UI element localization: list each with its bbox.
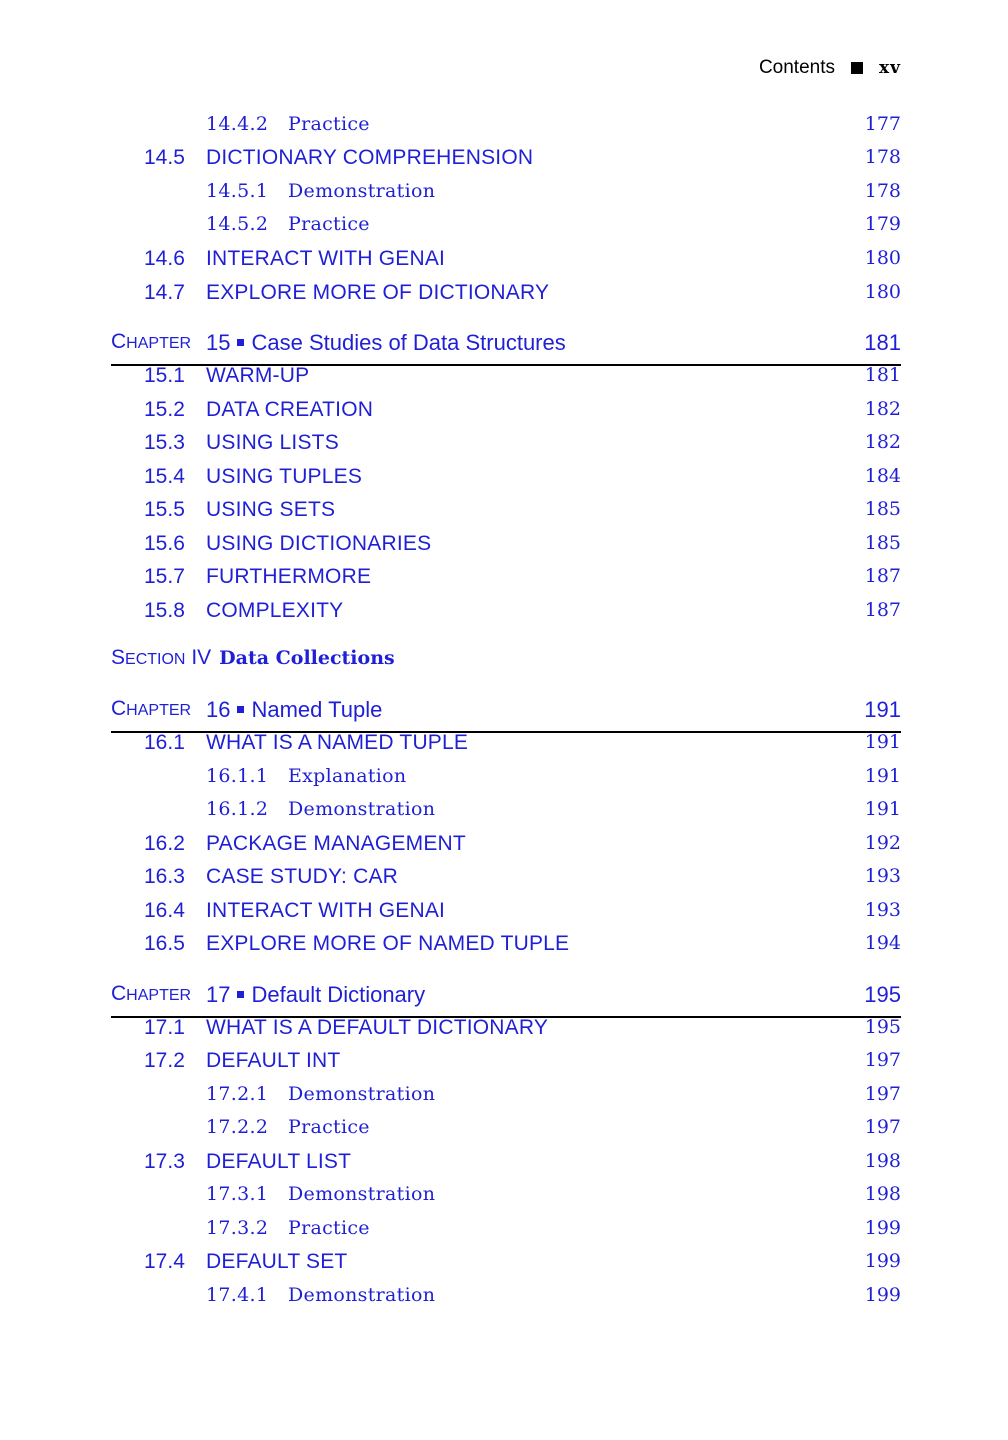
section-part-title[interactable]: Data Collections <box>219 647 395 669</box>
page-number[interactable]: 182 <box>864 398 901 420</box>
toc-section-row[interactable] <box>0 146 1008 176</box>
page-number[interactable]: 185 <box>864 498 901 520</box>
bullet-icon <box>237 706 244 713</box>
section-title[interactable]: INTERACT WITH GENAI <box>206 247 446 270</box>
page-number[interactable]: 180 <box>864 247 901 269</box>
chapter-title[interactable]: Default Dictionary <box>251 982 426 1007</box>
toc-part-section-iv[interactable] <box>111 646 395 670</box>
toc-section-row[interactable] <box>0 832 1008 862</box>
subsection-number: 16.1.1 <box>206 765 269 787</box>
chapter-page-number[interactable]: 195 <box>864 982 901 1007</box>
subsection-title[interactable]: Demonstration <box>288 1083 436 1105</box>
running-head-page-number: xv <box>878 58 901 78</box>
chapter-title-line[interactable] <box>206 697 382 723</box>
toc-subsection-row[interactable] <box>0 1217 1008 1247</box>
chapter-page-number[interactable]: 191 <box>864 697 901 722</box>
toc-section-row[interactable] <box>0 281 1008 311</box>
toc-subsection-row[interactable] <box>0 1116 1008 1146</box>
subsection-title[interactable]: Demonstration <box>288 1183 436 1205</box>
section-title[interactable]: USING DICTIONARIES <box>206 532 432 555</box>
bullet-icon <box>237 339 244 346</box>
section-title[interactable]: WHAT IS A DEFAULT DICTIONARY <box>206 1016 549 1039</box>
section-number: 16.4 <box>144 899 185 922</box>
subsection-title[interactable]: Practice <box>288 213 370 235</box>
chapter-label <box>111 330 191 354</box>
toc-chapter-17[interactable] <box>111 982 901 1018</box>
chapter-number: 16 <box>206 697 231 722</box>
section-title[interactable]: CASE STUDY: CAR <box>206 865 399 888</box>
section-title[interactable]: USING LISTS <box>206 431 339 454</box>
page-number[interactable]: 199 <box>864 1250 901 1272</box>
running-head-label: Contents <box>758 57 835 78</box>
toc-subsection-row[interactable] <box>0 798 1008 828</box>
toc-section-row[interactable] <box>0 247 1008 277</box>
toc-section-row[interactable] <box>0 465 1008 495</box>
chapter-title[interactable]: Case Studies of Data Structures <box>251 330 566 355</box>
section-number: 15.1 <box>144 364 185 387</box>
section-title[interactable]: DEFAULT SET <box>206 1250 348 1273</box>
section-title[interactable]: WARM-UP <box>206 364 310 387</box>
square-bullet-icon <box>851 62 863 74</box>
chapter-page-number[interactable]: 181 <box>864 330 901 355</box>
subsection-title[interactable]: Explanation <box>288 765 407 787</box>
page-number[interactable]: 177 <box>864 113 901 135</box>
section-title[interactable]: WHAT IS A NAMED TUPLE <box>206 731 469 754</box>
subsection-number: 14.5.2 <box>206 213 269 235</box>
page-number[interactable]: 192 <box>864 832 901 854</box>
subsection-title[interactable]: Demonstration <box>288 798 436 820</box>
subsection-title[interactable]: Practice <box>288 1116 370 1138</box>
subsection-number: 14.5.1 <box>206 180 269 202</box>
chapter-label-smallcaps: HAPTER <box>126 702 192 719</box>
toc-section-row[interactable] <box>0 565 1008 595</box>
section-title[interactable]: USING TUPLES <box>206 465 363 488</box>
toc-subsection-row[interactable] <box>0 1083 1008 1113</box>
page-number[interactable]: 191 <box>864 798 901 820</box>
page-number[interactable]: 187 <box>864 599 901 621</box>
section-title[interactable]: EXPLORE MORE OF DICTIONARY <box>206 281 550 304</box>
chapter-title-line[interactable] <box>206 982 425 1008</box>
page-number[interactable]: 178 <box>864 146 901 168</box>
section-label-initial: S <box>111 646 126 669</box>
subsection-title[interactable]: Practice <box>288 113 370 135</box>
toc-section-row[interactable] <box>0 865 1008 895</box>
page-number[interactable]: 198 <box>864 1150 901 1172</box>
section-number: 16.2 <box>144 832 185 855</box>
toc-section-row[interactable] <box>0 1049 1008 1079</box>
toc-section-row[interactable] <box>0 932 1008 962</box>
subsection-number: 17.2.2 <box>206 1116 269 1138</box>
chapter-label-smallcaps: HAPTER <box>126 335 192 352</box>
page-number[interactable]: 197 <box>864 1083 901 1105</box>
subsection-number: 14.4.2 <box>206 113 269 135</box>
toc-chapter-15[interactable] <box>111 330 901 366</box>
chapter-label-initial: C <box>111 982 127 1005</box>
toc-section-row[interactable] <box>0 731 1008 761</box>
chapter-label <box>111 697 191 721</box>
toc-chapter-16[interactable] <box>111 697 901 733</box>
section-number: 14.6 <box>144 247 185 270</box>
page-number[interactable]: 195 <box>864 1016 901 1038</box>
page-number[interactable]: 197 <box>864 1116 901 1138</box>
chapter-title[interactable]: Named Tuple <box>251 697 383 722</box>
toc-section-row[interactable] <box>0 599 1008 629</box>
subsection-number: 17.3.1 <box>206 1183 269 1205</box>
chapter-number: 17 <box>206 982 231 1007</box>
section-number: 17.1 <box>144 1016 185 1039</box>
section-number-roman: IV <box>191 646 212 669</box>
bullet-icon <box>237 991 244 998</box>
page-number[interactable]: 185 <box>864 532 901 554</box>
section-number: 15.7 <box>144 565 185 588</box>
chapter-label-initial: C <box>111 330 127 353</box>
chapter-label <box>111 982 191 1006</box>
page-number[interactable]: 198 <box>864 1183 901 1205</box>
page-number[interactable]: 191 <box>864 765 901 787</box>
subsection-number: 16.1.2 <box>206 798 269 820</box>
section-number: 15.3 <box>144 431 185 454</box>
running-head <box>759 57 901 79</box>
section-title[interactable]: EXPLORE MORE OF NAMED TUPLE <box>206 932 570 955</box>
toc-section-row[interactable] <box>0 1016 1008 1046</box>
toc-subsection-row[interactable] <box>0 1284 1008 1314</box>
toc-section-row[interactable] <box>0 1150 1008 1180</box>
toc-subsection-row[interactable] <box>0 113 1008 143</box>
page-number[interactable]: 197 <box>864 1049 901 1071</box>
chapter-title-line[interactable] <box>206 330 566 356</box>
section-number: 15.5 <box>144 498 185 521</box>
section-number: 14.7 <box>144 281 185 304</box>
section-title[interactable]: COMPLEXITY <box>206 599 344 622</box>
page-number[interactable]: 181 <box>864 364 901 386</box>
section-number: 15.2 <box>144 398 185 421</box>
section-title[interactable]: DEFAULT INT <box>206 1049 341 1072</box>
section-number: 16.1 <box>144 731 185 754</box>
toc-section-row[interactable] <box>0 364 1008 394</box>
toc-section-row[interactable] <box>0 431 1008 461</box>
toc-subsection-row[interactable] <box>0 765 1008 795</box>
section-number: 15.6 <box>144 532 185 555</box>
section-number: 15.8 <box>144 599 185 622</box>
chapter-number: 15 <box>206 330 231 355</box>
section-title[interactable]: PACKAGE MANAGEMENT <box>206 832 466 855</box>
subsection-number: 17.3.2 <box>206 1217 269 1239</box>
toc-subsection-row[interactable] <box>0 180 1008 210</box>
page-number[interactable]: 184 <box>864 465 901 487</box>
section-number: 17.2 <box>144 1049 185 1072</box>
subsection-title[interactable]: Demonstration <box>288 1284 436 1306</box>
page-number[interactable]: 187 <box>864 565 901 587</box>
subsection-title[interactable]: Demonstration <box>288 180 436 202</box>
section-title[interactable]: INTERACT WITH GENAI <box>206 899 446 922</box>
page-number[interactable]: 182 <box>864 431 901 453</box>
chapter-label-initial: C <box>111 697 127 720</box>
subsection-number: 17.4.1 <box>206 1284 269 1306</box>
section-number: 15.4 <box>144 465 185 488</box>
page-number[interactable]: 193 <box>864 899 901 921</box>
section-title[interactable]: DATA CREATION <box>206 398 374 421</box>
page-number[interactable]: 199 <box>864 1217 901 1239</box>
page-number[interactable]: 178 <box>864 180 901 202</box>
subsection-number: 17.2.1 <box>206 1083 269 1105</box>
section-number: 16.5 <box>144 932 185 955</box>
section-title[interactable]: DEFAULT LIST <box>206 1150 352 1173</box>
toc-section-row[interactable] <box>0 899 1008 929</box>
section-title[interactable]: FURTHERMORE <box>206 565 372 588</box>
section-label <box>111 646 211 669</box>
toc-section-row[interactable] <box>0 532 1008 562</box>
page-number[interactable]: 180 <box>864 281 901 303</box>
chapter-label-smallcaps: HAPTER <box>126 987 192 1004</box>
page-number[interactable]: 193 <box>864 865 901 887</box>
toc-subsection-row[interactable] <box>0 213 1008 243</box>
toc-section-row[interactable] <box>0 498 1008 528</box>
section-label-smallcaps: ECTION <box>125 651 186 668</box>
section-number: 14.5 <box>144 146 185 169</box>
page-number[interactable]: 194 <box>864 932 901 954</box>
page-number[interactable]: 179 <box>864 213 901 235</box>
toc-section-row[interactable] <box>0 398 1008 428</box>
section-title[interactable]: DICTIONARY COMPREHENSION <box>206 146 534 169</box>
subsection-title[interactable]: Practice <box>288 1217 370 1239</box>
page-number[interactable]: 199 <box>864 1284 901 1306</box>
section-title[interactable]: USING SETS <box>206 498 336 521</box>
page-number[interactable]: 191 <box>864 731 901 753</box>
section-number: 17.3 <box>144 1150 185 1173</box>
toc-subsection-row[interactable] <box>0 1183 1008 1213</box>
section-number: 17.4 <box>144 1250 185 1273</box>
toc-section-row[interactable] <box>0 1250 1008 1280</box>
section-number: 16.3 <box>144 865 185 888</box>
